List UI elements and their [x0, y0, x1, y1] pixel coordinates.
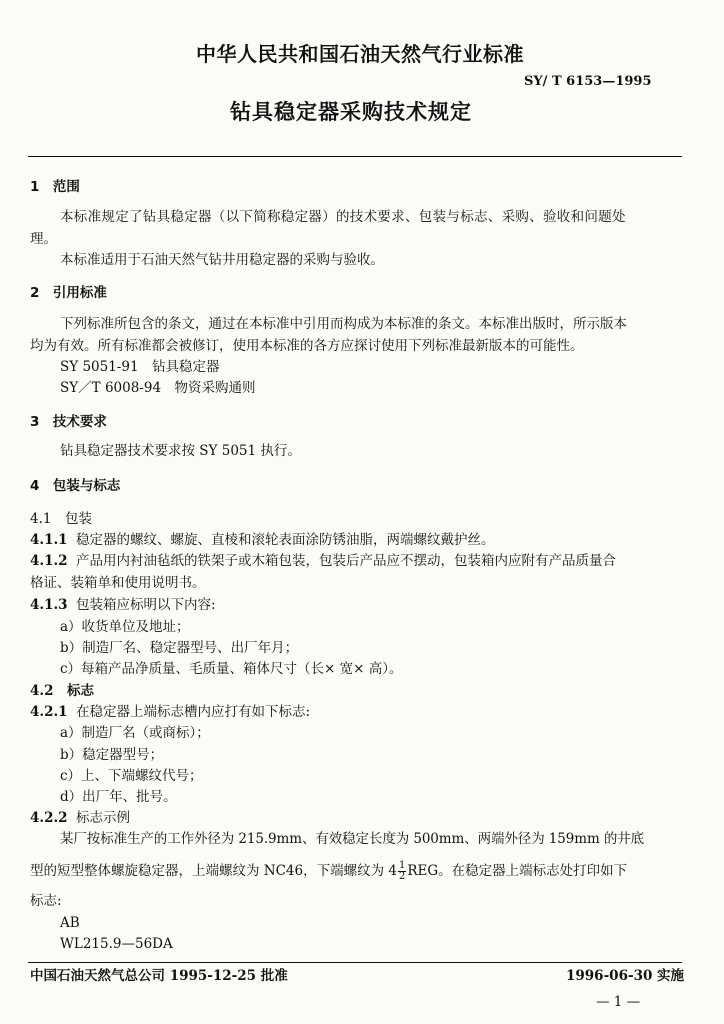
list-item-4-2-1-c: c）上、下端螺纹代号； — [60, 768, 203, 784]
section-2-paragraph-cont: 均为有效。所有标准都会被修订，使用本标准的各方应探讨使用下列标准最新版本的可能性。 — [30, 338, 584, 354]
section-3-heading: 3 技术要求 — [30, 414, 107, 430]
list-item-4-2-1-b: b）稳定器型号； — [60, 747, 164, 763]
fraction-numerator: 1 — [399, 860, 406, 871]
effective-date-line: 1996-06-30 实施 — [566, 968, 685, 984]
fraction-denominator: 2 — [399, 871, 406, 882]
page-number: — 1 — — [596, 994, 641, 1010]
marking-example-line-2: WL215.9—56DA — [60, 936, 173, 952]
footer-rule — [28, 962, 682, 963]
approval-line: 中国石油天然气总公司 1995-12-25 批准 — [30, 968, 288, 984]
reference-2: SY／T 6008-94 物资采购通则 — [60, 380, 256, 396]
clause-4-1-3-text: 包装箱应标明以下内容: — [76, 597, 216, 613]
section-1-heading: 1 范围 — [30, 179, 80, 195]
section-4-2-heading: 4.2 标志 — [30, 683, 94, 699]
clause-4-1-2-text-cont: 格证、装箱单和使用说明书。 — [30, 575, 206, 591]
list-item-4-1-3-a: a）收货单位及地址； — [60, 619, 190, 635]
section-1-paragraph-1: 本标准规定了钻具稳定器（以下简称稳定器）的技术要求、包装与标志、采购、验收和问题处 — [60, 209, 626, 225]
section-3-paragraph: 钻具稳定器技术要求按 SY 5051 执行。 — [60, 443, 301, 459]
header-rule — [28, 156, 682, 157]
section-1-paragraph-1-cont: 理。 — [30, 231, 57, 247]
example-paragraph-line-2 — [30, 860, 627, 882]
clause-4-1-3-number: 4.1.3 — [30, 597, 68, 613]
clause-4-1-1-text: 稳定器的螺纹、螺旋、直棱和滚轮表面涂防锈油脂，两端螺纹戴护丝。 — [76, 532, 495, 548]
document-title: 钻具稳定器采购技术规定 — [230, 100, 472, 124]
marking-example-line-1: AB — [60, 915, 80, 931]
example-paragraph-line-3: 标志: — [30, 893, 62, 909]
section-4-1-heading: 4.1 包装 — [30, 511, 92, 527]
org-title: 中华人民共和国石油天然气行业标准 — [196, 42, 524, 66]
list-item-4-1-3-c: c）每箱产品净质量、毛质量、箱体尺寸（长× 宽× 高）。 — [60, 661, 403, 677]
example-line-2-end: REG。在稳定器上端标志处打印如下 — [407, 863, 628, 879]
list-item-4-2-1-d: d）出厂年、批号。 — [60, 789, 177, 805]
fraction-one-half — [398, 861, 406, 882]
clause-4-1-2-text: 产品用内衬油毡纸的铁架子或木箱包装，包装后产品应不摆动，包装箱内应附有产品质量合 — [76, 553, 616, 569]
clause-4-1-1-number: 4.1.1 — [30, 532, 68, 548]
section-2-heading: 2 引用标准 — [30, 285, 107, 301]
reference-1: SY 5051-91 钻具稳定器 — [60, 359, 220, 375]
section-2-paragraph: 下列标准所包含的条文，通过在本标准中引用而构成为本标准的条文。本标准出版时，所示版本 — [60, 316, 627, 332]
standard-number: SY/ T 6153—1995 — [524, 74, 652, 89]
clause-4-1-2-number: 4.1.2 — [30, 553, 68, 569]
example-line-2-start: 型的短型整体螺旋稳定器，上端螺纹为 NC46，下端螺纹为 4 — [30, 863, 397, 879]
clause-4-2-1-number: 4.2.1 — [30, 704, 68, 720]
list-item-4-1-3-b: b）制造厂名、稳定器型号、出厂年月； — [60, 640, 299, 656]
clause-4-2-1-text: 在稳定器上端标志槽内应打有如下标志: — [76, 704, 311, 720]
clause-4-2-2-text: 标志示例 — [76, 810, 130, 826]
section-1-paragraph-2: 本标准适用于石油天然气钻井用稳定器的采购与验收。 — [60, 252, 384, 268]
clause-4-2-2-number: 4.2.2 — [30, 810, 68, 826]
example-paragraph-line-1: 某厂按标准生产的工作外径为 215.9mm、有效稳定长度为 500mm、两端外径为 159mm 的井底 — [60, 831, 645, 847]
section-4-heading: 4 包装与标志 — [30, 478, 121, 494]
list-item-4-2-1-a: a）制造厂名（或商标）； — [60, 725, 210, 741]
